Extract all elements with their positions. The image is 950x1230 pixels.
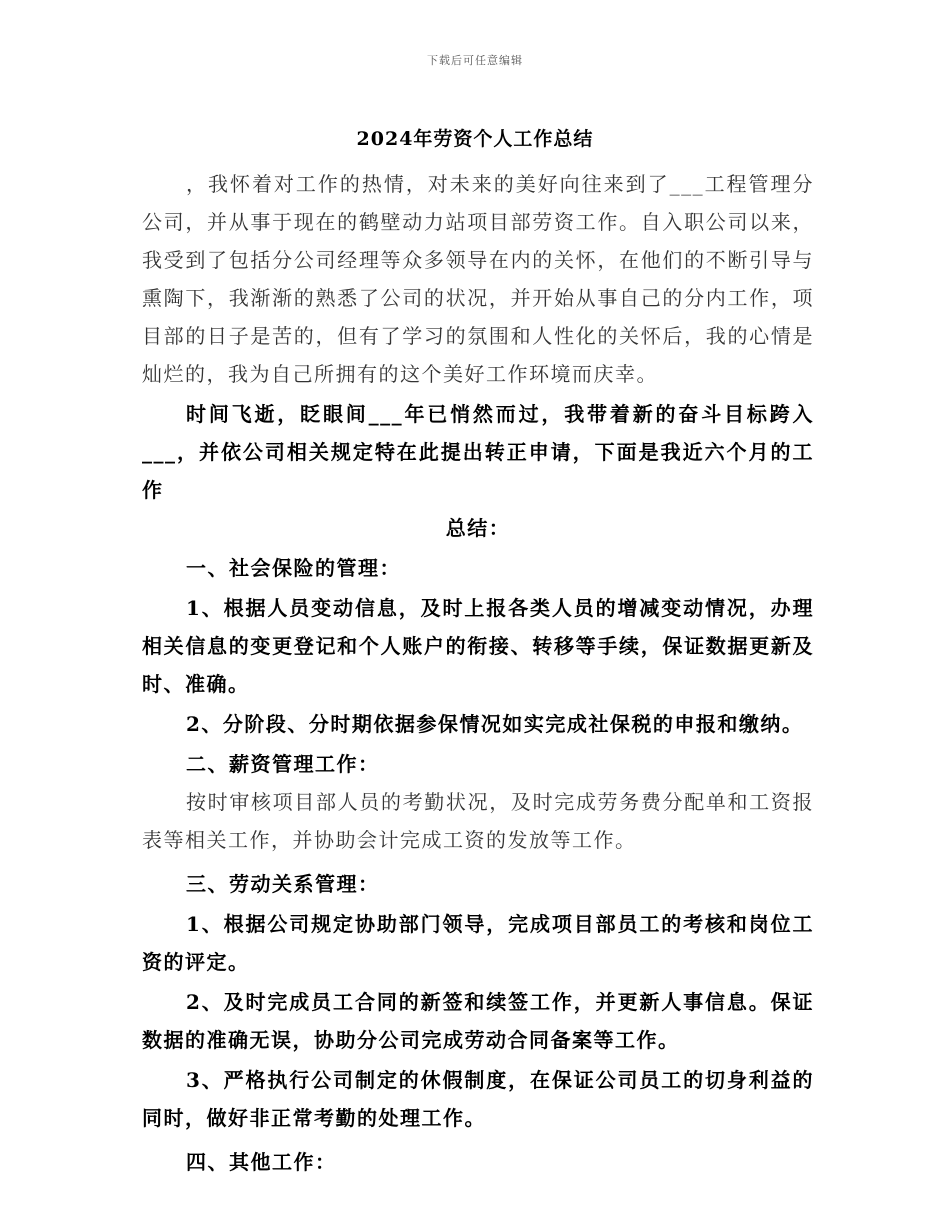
section-heading-social-insurance: 一、社会保险的管理： — [186, 556, 401, 580]
paragraph-section3-item3: 3、严格执行公司制定的休假制度，在保证公司员工的切身利益的同时，做好非正常考勤的处理工作。 — [142, 1068, 814, 1130]
paragraph-section1-item1: 1、根据人员变动信息，及时上报各类人员的增减变动情况，办理相关信息的变更登记和个人账户的衔接、转移等手续，保证数据更新及时、准确。 — [142, 596, 814, 696]
section-heading-labor-relations: 三、劳动关系管理： — [186, 872, 380, 896]
paragraph-section2-text: 按时审核项目部人员的考勤状况，及时完成劳务费分配单和工资报表等相关工作，并协助会计完成工资的发放等工作。 — [142, 790, 814, 852]
paragraph-summary-label: 总结： — [445, 516, 511, 540]
section-heading-other: 四、其他工作： — [186, 1150, 337, 1174]
document-title: 2024年劳资个人工作总结 — [356, 128, 594, 150]
paragraph-time-passing: 时间飞逝，眨眼间___年已悄然而过，我带着新的奋斗目标跨入___，并依公司相关规定特在此提出转正申请，下面是我近六个月的工作 — [142, 402, 814, 502]
header-note: 下载后可任意编辑 — [427, 54, 523, 67]
section-heading-salary: 二、薪资管理工作： — [186, 752, 380, 776]
paragraph-intro: ，我怀着对工作的热情，对未来的美好向往来到了___工程管理分公司，并从事于现在的鹤壁动力站项目部劳资工作。自入职公司以来，我受到了包括分公司经理等众多领导在内的关怀，在他们的不断引导与熏陶下，我渐渐的熟悉了公司的状况，并开始从事自己的分内工作，项目部的日子是苦的，但有了学习的氛围和人性化的关怀后，我的心情是灿烂的，我为自己所拥有的这个美好工作环境而庆幸。 — [142, 172, 814, 386]
paragraph-section3-item2: 2、及时完成员工合同的新签和续签工作，并更新人事信息。保证数据的准确无误，协助分公司完成劳动合同备案等工作。 — [142, 990, 814, 1052]
paragraph-section3-item1: 1、根据公司规定协助部门领导，完成项目部员工的考核和岗位工资的评定。 — [142, 912, 814, 974]
paragraph-section1-item2: 2、分阶段、分时期依据参保情况如实完成社保税的申报和缴纳。 — [186, 712, 804, 736]
document-body — [142, 165, 814, 1181]
